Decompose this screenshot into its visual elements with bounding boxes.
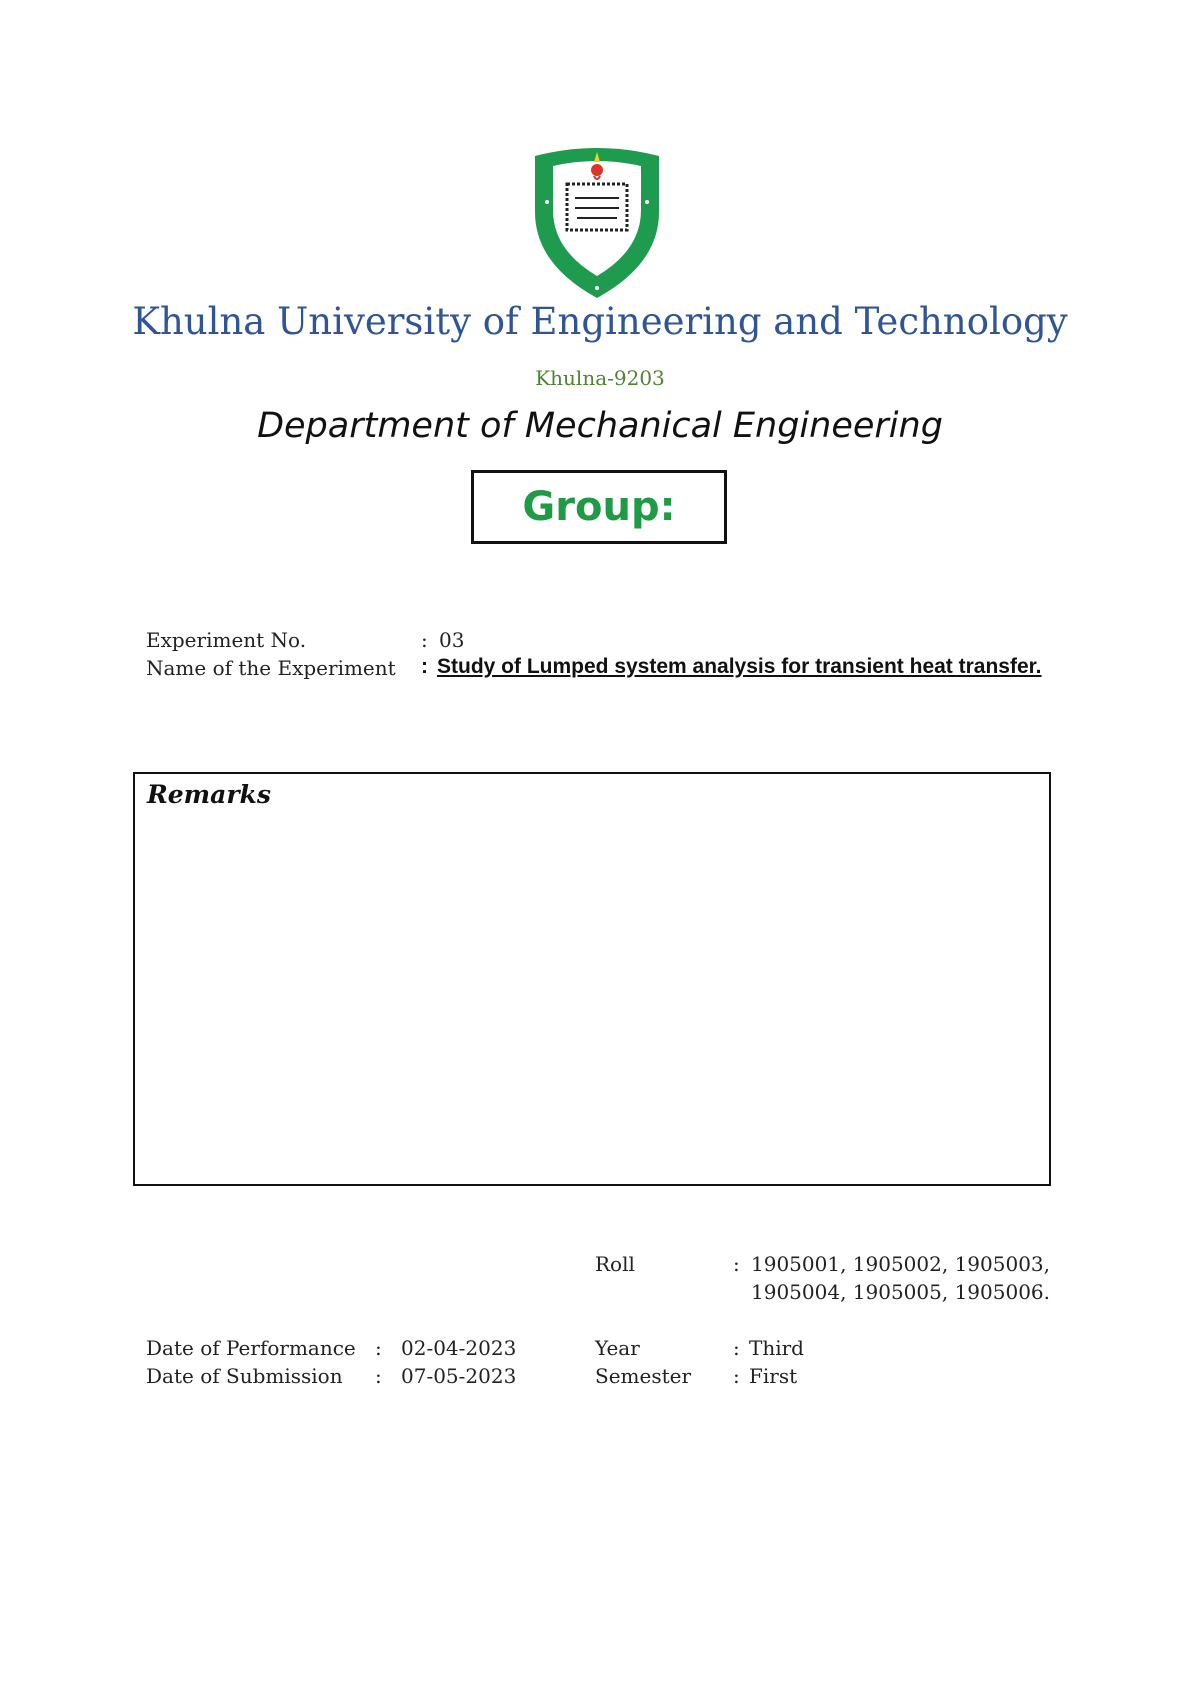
roll-line-1: 1905001, 1905002, 1905003,	[751, 1252, 1051, 1276]
submission-value: 07-05-2023	[401, 1364, 517, 1388]
university-name: Khulna University of Engineering and Technology	[132, 300, 1068, 343]
experiment-name-label: Name of the Experiment	[146, 656, 396, 680]
semester-label: Semester	[595, 1364, 692, 1388]
group-box	[471, 470, 727, 544]
university-city: Khulna-9203	[535, 366, 665, 390]
university-logo	[527, 142, 667, 300]
year-label: Year	[595, 1336, 640, 1360]
submission-label: Date of Submission	[146, 1364, 343, 1388]
performance-colon: :	[375, 1336, 382, 1360]
roll-line-2: 1905004, 1905005, 1905006.	[751, 1280, 1051, 1304]
submission-colon: :	[375, 1364, 382, 1388]
semester-value: First	[749, 1364, 798, 1388]
roll-label: Roll	[595, 1252, 635, 1276]
semester-colon: :	[733, 1364, 740, 1388]
performance-label: Date of Performance	[146, 1336, 356, 1360]
experiment-name-value: Study of Lumped system analysis for transient heat transfer.	[437, 655, 1042, 678]
year-colon: :	[733, 1336, 740, 1360]
experiment-no-label: Experiment No.	[146, 628, 307, 652]
roll-colon: :	[733, 1252, 740, 1276]
experiment-no-value: 03	[439, 628, 465, 652]
group-label: Group:	[522, 484, 676, 530]
department-name: Department of Mechanical Engineering	[257, 406, 943, 446]
experiment-name-colon: :	[421, 655, 428, 678]
remarks-label: Remarks	[147, 780, 271, 809]
remarks-box	[133, 772, 1051, 1186]
year-value: Third	[749, 1336, 804, 1360]
experiment-no-colon: :	[421, 628, 428, 652]
performance-value: 02-04-2023	[401, 1336, 517, 1360]
